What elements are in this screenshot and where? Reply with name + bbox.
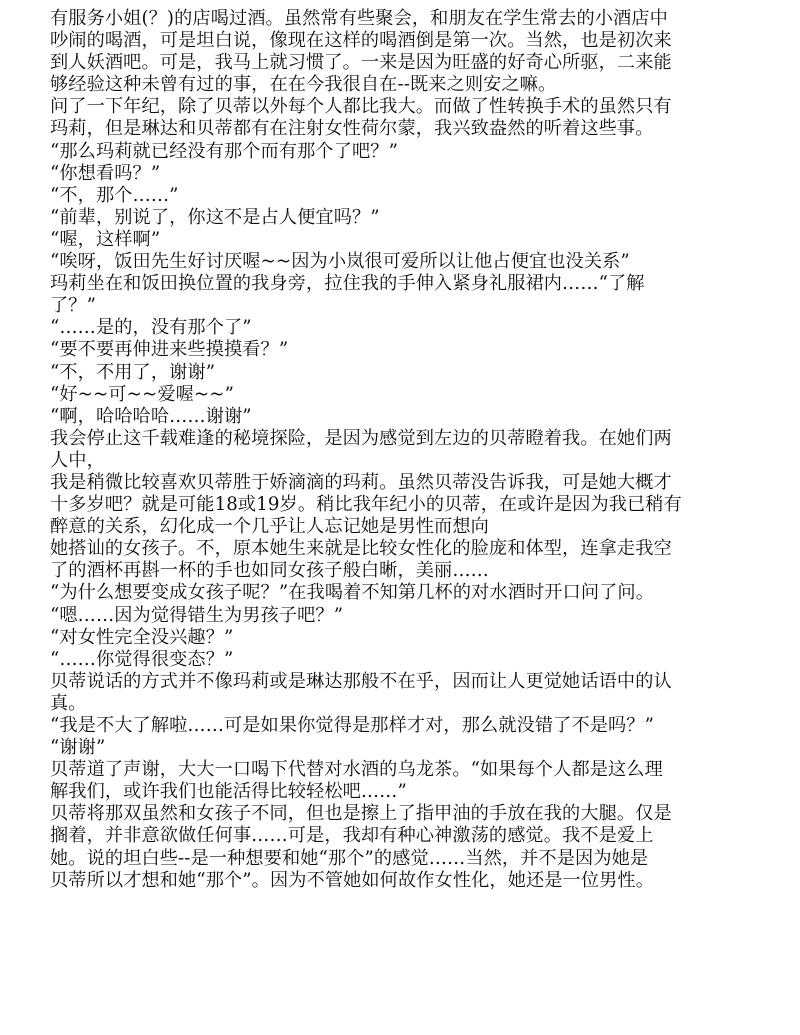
text-line: “喔，这样啊” — [50, 228, 161, 250]
text-line: 吵闹的喝酒，可是坦白说，像现在这样的喝酒倒是第一次。当然，也是初次来 — [50, 30, 672, 52]
text-line: 了？” — [50, 295, 96, 317]
text-line: “不，那个……” — [50, 184, 179, 206]
text-line: 我会停止这千载难逢的秘境探险，是因为感觉到左边的贝蒂瞪着我。在她们两 — [50, 427, 672, 449]
text-line: 贝蒂道了声谢，大大一口喝下代替对水酒的乌龙茶。“如果每个人都是这么理 — [50, 759, 663, 781]
text-line: 搁着，并非意欲做任何事……可是，我却有种心神激荡的感觉。我不是爱上 — [50, 825, 654, 847]
text-line: “你想看吗？” — [50, 162, 161, 184]
text-line: “要不要再伸进来些摸摸看？” — [50, 339, 289, 361]
text-line: 了的酒杯再斟一杯的手也如同女孩子般白晰，美丽…… — [50, 560, 489, 582]
text-line: “那么玛莉就已经没有那个而有那个了吧？” — [50, 140, 398, 162]
text-line: 够经验这种未曾有过的事，在在今我很自在--既来之则安之嘛。 — [50, 74, 557, 96]
text-line: “唉呀，饭田先生好讨厌喔~~因为小岚很可爱所以让他占便宜也没关系” — [50, 251, 630, 273]
text-line: 她。说的坦白些--是一种想要和她“那个”的感觉……当然，并不是因为她是 — [50, 847, 649, 869]
text-line: 十多岁吧？就是可能18或19岁。稍比我年纪小的贝蒂，在或许是因为我已稍有 — [50, 494, 682, 516]
text-line: 贝蒂说话的方式并不像玛莉或是琳达那般不在乎，因而让人更觉她话语中的认 — [50, 670, 672, 692]
text-line: 我是稍微比较喜欢贝蒂胜于娇滴滴的玛莉。虽然贝蒂没告诉我，可是她大概才 — [50, 471, 672, 493]
text-line: “我是不大了解啦……可是如果你觉得是那样才对，那么就没错了不是吗？” — [50, 715, 654, 736]
text-line: “好~~可~~爱喔~~” — [50, 383, 234, 405]
text-line: 贝蒂将那双虽然和女孩子不同，但也是擦上了指甲油的手放在我的大腿。仅是 — [50, 803, 672, 825]
text-line: “对女性完全没兴趣？” — [50, 626, 234, 648]
text-line: 有服务小姐(？)的店喝过酒。虽然常有些聚会，和朋友在学生常去的小酒店中 — [50, 8, 668, 29]
text-line: “前辈，别说了，你这不是占人便宜吗？” — [50, 206, 380, 228]
text-line: 真。 — [50, 692, 87, 714]
text-line: “不，不用了，谢谢” — [50, 361, 216, 383]
text-line: 她搭讪的女孩子。不，原本她生来就是比较女性化的脸庞和体型，连拿走我空 — [50, 538, 672, 560]
text-line: 解我们，或许我们也能活得比较轻松吧……” — [50, 781, 407, 803]
text-line: 醉意的关系，幻化成一个几乎让人忘记她是男性而想向 — [50, 516, 489, 538]
text-line: “嗯……因为觉得错生为男孩子吧？” — [50, 604, 344, 626]
text-line: 贝蒂所以才想和她“那个”。因为不管她如何故作女性化，她还是一位男性。 — [50, 869, 654, 891]
text-line: “为什么想要变成女孩子呢？”在我喝着不知第几杯的对水酒时开口问了问。 — [50, 582, 654, 604]
text-line: “……你觉得很变态？” — [50, 648, 234, 670]
text-line: 玛莉坐在和饭田换位置的我身旁，拉住我的手伸入紧身礼服裙内……“了解 — [50, 273, 645, 295]
text-line: “谢谢” — [50, 737, 106, 759]
text-line: 问了一下年纪，除了贝蒂以外每个人都比我大。而做了性转换手术的虽然只有 — [50, 96, 672, 118]
text-line: 到人妖酒吧。可是，我马上就习惯了。一来是因为旺盛的好奇心所驱，二来能 — [50, 52, 672, 74]
text-line: “……是的，没有那个了” — [50, 317, 252, 339]
text-line: “啊，哈哈哈哈……谢谢” — [50, 405, 252, 427]
text-line: 玛莉，但是琳达和贝蒂都有在注射女性荷尔蒙，我兴致盎然的听着这些事。 — [50, 118, 654, 140]
text-line: 人中， — [50, 449, 105, 471]
